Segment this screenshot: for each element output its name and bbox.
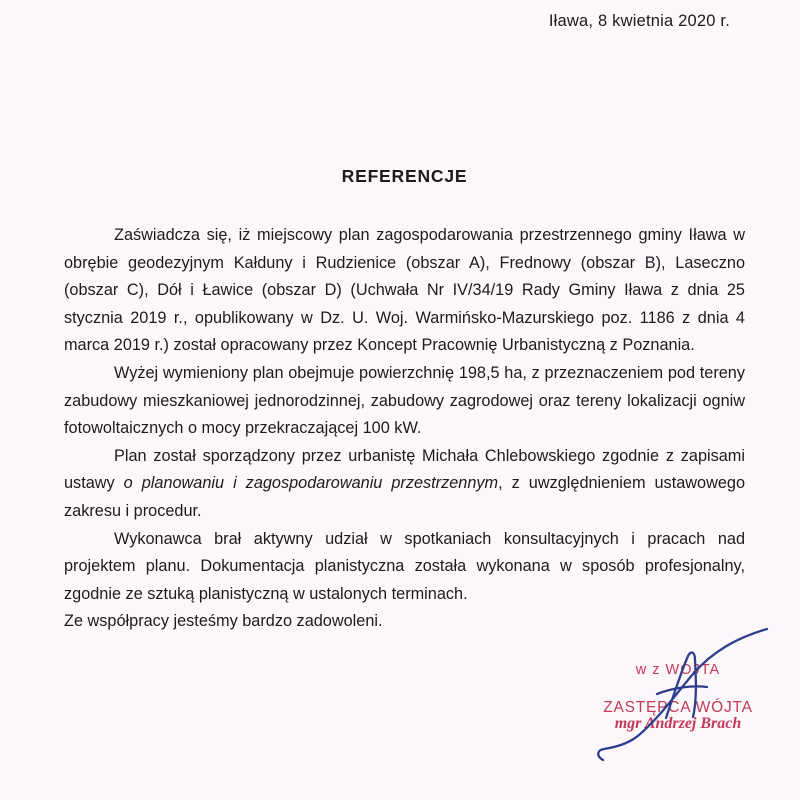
date-place-line: Iława, 8 kwietnia 2020 r. xyxy=(548,12,730,30)
text-run: Zaświadcza się, iż miejscowy plan zagospodarowania przestrzennego gminy Iława w obrębie geodezyjnym Kałduny i Rudzienice (obszar A), Frednowy (obszar B), Laseczno (obszar C), Dół i Ławice (obszar D) (Uchwała Nr IV/34/19 Rady Gminy Iława z dnia 25 stycznia 2019 r., opublikowany w Dz. U. Woj. Warmińsko-Mazurskiego poz. 1186 z dnia 4 marca 2019 r.) został opracowany przez Koncept Pracownię Urbanistyczną z Poznania. xyxy=(64,226,745,355)
letter-paragraph xyxy=(64,360,745,443)
text-run: Wykonawca brał aktywny udział w spotkaniach konsultacyjnych i pracach nad projektem planu. Dokumentacja planistyczna została wykonana w sposób profesjonalny, zgodnie ze sztuką planistyczną w ustalonych terminach. xyxy=(64,529,745,603)
stamp-signer-name: mgr Andrzej Brach xyxy=(614,715,742,732)
text-run: Plan został sporządzony przez urbanistę Michała Chlebowskiego zgodnie z zapisami ustawy xyxy=(64,446,745,493)
text-run: Wyżej wymieniony plan obejmuje powierzchnię 198,5 ha, z przeznaczeniem pod tereny zabudowy mieszkaniowej jednorodzinnej, zabudowy zagrodowej oraz tereny lokalizacji ogniw fotowoltaicznych o mocy przekraczającej 100 kW. xyxy=(64,363,745,438)
stamp-signer-role: ZASTĘPCA WÓJTA xyxy=(603,699,753,716)
signature-stamp-block xyxy=(560,620,800,790)
text-run: , z uwzględnieniem ustawowego zakresu i procedur. xyxy=(64,474,746,520)
stamp-authority-prefix: w z WÓJTA xyxy=(635,662,721,678)
letter-paragraph xyxy=(64,526,745,609)
letter-paragraph xyxy=(64,222,745,360)
text-run: Ze współpracy jesteśmy bardzo zadowoleni. xyxy=(64,612,383,631)
document-title: REFERENCJE xyxy=(341,166,468,186)
letter-paragraph xyxy=(64,443,745,526)
letter-body xyxy=(64,222,745,636)
italic-law-title-run: o planowaniu i zagospodarowaniu przestrzennym xyxy=(123,474,499,493)
